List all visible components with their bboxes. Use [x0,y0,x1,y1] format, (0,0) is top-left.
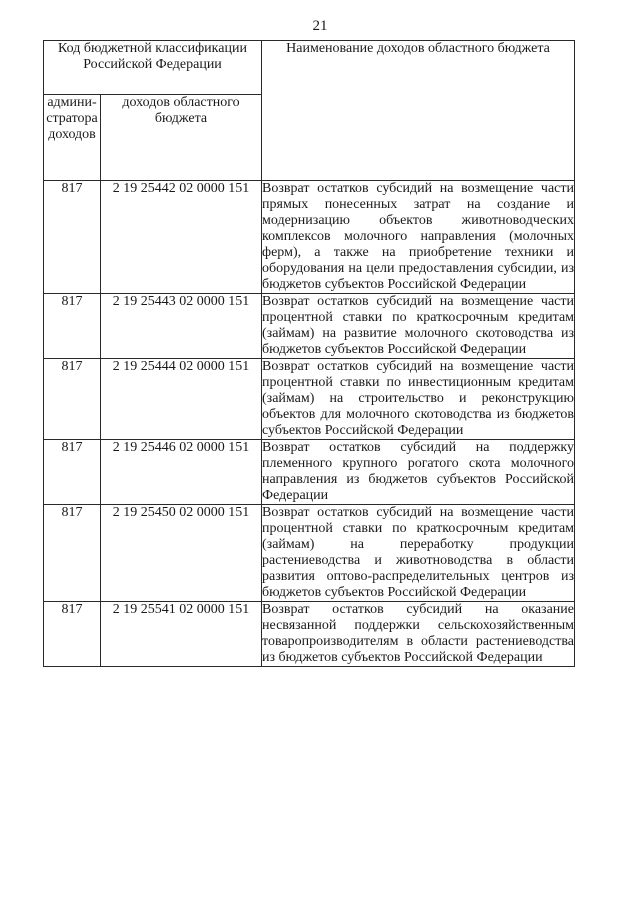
cell-income-code: 2 19 25541 02 0000 151 [101,602,262,667]
cell-administrator: 817 [44,181,101,294]
header-income-code: доходов областного бюджета [101,95,262,181]
cell-income-name: Возврат остатков субсидий на возмещение части прямых понесенных затрат на создание и модернизацию объектов животноводческих комплексов молочного направления (молочных ферм), а также на приобретение техники и оборудования на цели предоставления субсидии, из бюджетов субъектов Российской Федерации [262,181,575,292]
cell-income-name: Возврат остатков субсидий на поддержку племенного крупного рогатого скота молочного направления из бюджетов субъектов Российской Федерации [262,440,575,503]
cell-income-code: 2 19 25446 02 0000 151 [101,440,262,505]
cell-income-code: 2 19 25450 02 0000 151 [101,505,262,602]
cell-income-name: Возврат остатков субсидий на оказание несвязанной поддержки сельскохозяйственным товаропроизводителям в области растениеводства из бюджетов субъектов Российской Федерации [262,602,575,665]
cell-income-name: Возврат остатков субсидий на возмещение части процентной ставки по инвестиционным кредитам (займам) на строительство и реконструкцию объектов для молочного скотоводства из бюджетов субъектов Российской Федерации [262,359,575,438]
header-row-top [44,41,575,95]
header-income-name: Наименование доходов областного бюджета [262,41,575,181]
cell-administrator: 817 [44,440,101,505]
table-row [44,359,575,440]
cell-income-code: 2 19 25442 02 0000 151 [101,181,262,294]
cell-administrator: 817 [44,505,101,602]
table-row [44,602,575,667]
table-row [44,440,575,505]
cell-administrator: 817 [44,602,101,667]
cell-income-code: 2 19 25444 02 0000 151 [101,359,262,440]
cell-income-name: Возврат остатков субсидий на возмещение части процентной ставки по краткосрочным кредитам (займам) на переработку продукции растениеводства и животноводства в области развития оптово-распределительных центров из бюджетов субъектов Российской Федерации [262,505,575,600]
table-row [44,505,575,602]
cell-administrator: 817 [44,294,101,359]
table-row [44,294,575,359]
table-body [44,181,575,667]
cell-income-name: Возврат остатков субсидий на возмещение части процентной ставки по краткосрочным кредитам (займам) на развитие молочного скотоводства из бюджетов субъектов Российской Федерации [262,294,575,357]
table-header [44,41,575,181]
cell-income-code: 2 19 25443 02 0000 151 [101,294,262,359]
cell-administrator: 817 [44,359,101,440]
page-number: 21 [312,18,328,34]
budget-classification-table [43,40,575,667]
header-administrator: админи-стратора доходов [44,95,101,181]
header-classification-code: Код бюджетной классификации Российской Федерации [44,41,262,95]
table-row [44,181,575,294]
